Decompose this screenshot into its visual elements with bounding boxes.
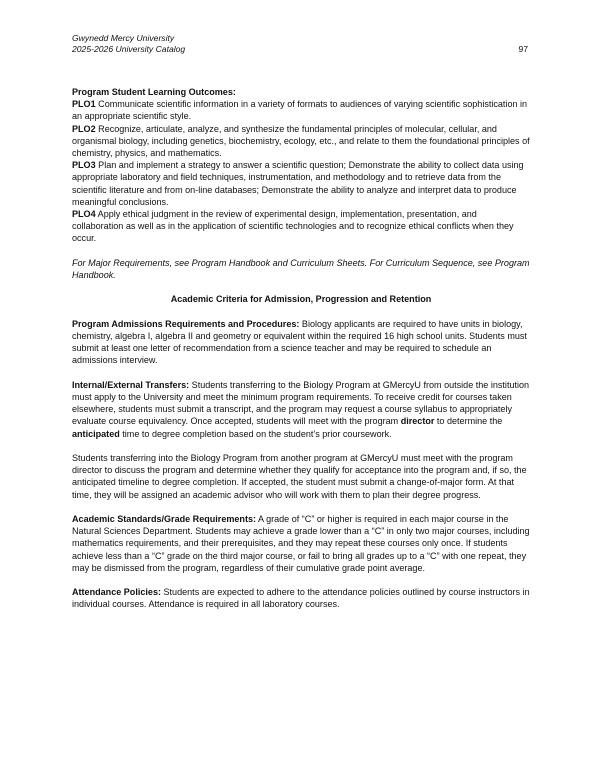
catalog-title: 2025-2026 University Catalog	[72, 44, 186, 54]
requirements-note: For Major Requirements, see Program Handbook and Curriculum Sheets. For Curriculum Sequence, see Program Handbook.	[72, 257, 530, 281]
internal-transfer-paragraph: Students transferring into the Biology Program from another program at GMercyU must meet with the program director to discuss the program and determine whether they qualify for acceptance into the program and, if so, the anticipated timeline to degree completion. If accepted, the student must submit a change-of-major form. At that time, they will be assigned an academic advisor who will work with them to plan their degree progress.	[72, 453, 527, 500]
page-number: 97	[518, 44, 528, 54]
outcome-item: PLO3 Plan and implement a strategy to answer a scientific question; Demonstrate the ability to collect data using appropriate laboratory and field techniques, instrumentation, and methodology and to retrieve data from the scientific literature and from on-line databases; Demonstrate the ability to analyze and interpret data to produce meaningful conclusions.	[72, 160, 524, 207]
page-header	[72, 33, 528, 55]
standards-paragraph: Academic Standards/Grade Requirements: A grade of “C” or higher is required in each major course in the Natural Sciences Department. Students may achieve a grade lower than a “C” in only two major courses, including mathematics requirements, and their prerequisites, and they may repeat these courses only once. If students achieve less than a “C” grade on the third major course, or fail to bring all grades up to a “C” with one repeat, they may be dismissed from the program, regardless of their cumulative grade point average.	[72, 514, 530, 573]
outcome-code: PLO2	[72, 123, 96, 134]
outcomes-title: Program Student Learning Outcomes:	[72, 87, 236, 97]
outcome-code: PLO4	[72, 209, 96, 220]
transfers-paragraph: Internal/External Transfers: Students transferring to the Biology Program at GMercyU from outside the institution must apply to the University and meet the minimum program requirements. To receive credit for courses taken elsewhere, students must submit a transcript, and the program may request a course syllabus to appropriately evaluate course equivalency. Once accepted, students will meet with the program director to determine the anticipated time to degree completion based on the student’s prior coursework.	[72, 379, 530, 439]
admissions-paragraph: Program Admissions Requirements and Procedures: Biology applicants are required to have units in biology, chemistry, algebra I, algebra II and geometry or equivalent within the required 16 high school units. Students must submit at least one letter of recommendation from a science teacher and may be required to schedule an admissions interview.	[72, 318, 527, 366]
page-body	[72, 86, 530, 611]
institution-name: Gwynedd Mercy University	[72, 33, 175, 43]
outcome-item: PLO2 Recognize, articulate, analyze, and synthesize the fundamental principles of molecular, cellular, and organismal biology, including genetics, biochemistry, ecology, etc., and relate to them the foundational principles of chemistry, physics, and mathematics.	[72, 123, 530, 159]
outcome-code: PLO1	[72, 99, 96, 110]
attendance-paragraph: Attendance Policies: Students are expected to adhere to the attendance policies outlined by course instructors in individual courses. Attendance is required in all laboratory courses.	[72, 587, 530, 610]
section-title: Academic Criteria for Admission, Progression and Retention	[170, 294, 432, 305]
outcome-item: PLO4 Apply ethical judgment in the review of experimental design, implementation, presentation, and collaboration as well as in the application of scientific technologies and to recognize ethical conflicts when they occur.	[72, 209, 514, 244]
outcome-code: PLO3	[72, 160, 96, 171]
outcome-item: PLO1 Communicate scientific information in a variety of formats to audiences of varying scientific sophistication in an appropriate scientific style.	[72, 99, 528, 122]
